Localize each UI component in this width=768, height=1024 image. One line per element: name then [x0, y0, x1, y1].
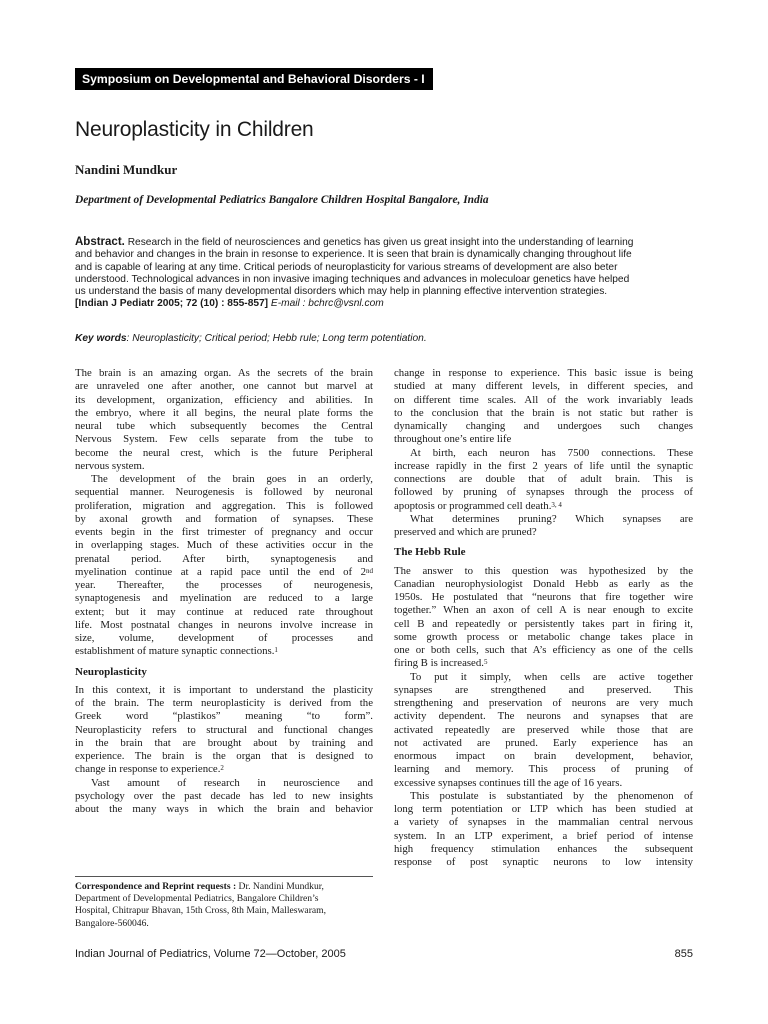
- text-line: sequential manner. Neurogenesis is followed by neuronal: [75, 486, 373, 499]
- text-line: [75, 645, 373, 658]
- citation-superscript: 1: [274, 646, 278, 655]
- correspondence-text: Bangalore-560046.: [75, 917, 149, 929]
- text-line: not activated are pruned. Early experience has an: [394, 736, 693, 749]
- keywords-text: : Neuroplasticity; Critical period; Hebb rule; Long term potentiation.: [126, 333, 427, 344]
- text-line: by axonal growth and formation of synapses. These: [75, 512, 373, 525]
- text-line: life. Most postnatal changes in neurons involve increase in: [75, 618, 373, 631]
- text-line: cell B and repeatedly or persistently takes part in firing it,: [394, 617, 693, 630]
- text-line: [75, 763, 373, 776]
- text-segment: establishment of mature synaptic connections.: [75, 645, 275, 658]
- email-link[interactable]: bchrc@vsnl.com: [308, 298, 384, 310]
- text-line: What determines pruning? Which synapses are: [410, 512, 693, 525]
- correspondence-text: Hospital, Chitrapur Bhavan, 15th Cross, 8th Main, Malleswaram,: [75, 905, 327, 917]
- text-line: Nervous System. Few cells separate from the tube to: [75, 433, 373, 446]
- text-line: extent; but it may continue at reduced rate throughout: [75, 605, 373, 618]
- text-line: The brain is an amazing organ. As the secrets of the brain: [75, 367, 373, 379]
- text-line: neural tube which subsequently becomes the Central: [75, 420, 373, 432]
- text-line: studied at many different levels, in different species, and: [394, 380, 693, 393]
- correspondence-label: Correspondence and Reprint requests :: [75, 881, 237, 892]
- correspondence-text: Department of Developmental Pediatrics, Bangalore Children’s: [75, 893, 319, 905]
- citation-superscript: 3, 4: [551, 500, 562, 509]
- abstract-citation-line: [75, 298, 695, 310]
- text-line: size, volume, development of processes and: [75, 632, 373, 644]
- author-affiliation: Department of Developmental Pediatrics Bangalore Children Hospital Bangalore, India: [75, 194, 489, 206]
- text-line: 1950s. He postulated that “neurons that fire together wire: [394, 591, 693, 603]
- text-line: psychology over the past decade has led to new insights: [75, 789, 373, 802]
- correspondence-text: Dr. Nandini Mundkur,: [236, 881, 324, 892]
- right-column: [394, 367, 693, 869]
- text-line: preserved and which are pruned?: [394, 526, 537, 538]
- text-line: [394, 657, 693, 670]
- text-line: nervous system.: [75, 459, 145, 472]
- text-line: one or both cells, such that A’s efficiency as one of the cells: [394, 644, 693, 656]
- text-line: year. Thereafter, the processes of neurogenesis,: [75, 579, 373, 591]
- symposium-banner: Symposium on Developmental and Behavioral Disorders - I: [75, 68, 433, 90]
- text-line: synaptogenesis and myelination are reduced to a large: [75, 592, 373, 605]
- text-line: about the many ways in which the brain and behavior: [75, 803, 373, 815]
- text-line: learning and memory. This process of pruning of: [394, 763, 693, 776]
- text-segment: firing B is increased.: [394, 657, 484, 670]
- text-line: Vast amount of research in neuroscience and: [91, 776, 373, 789]
- text-line: The answer to this question was hypothesized by the: [394, 564, 693, 577]
- text-line: activated repeatedly are preserved while those that are: [394, 723, 693, 736]
- text-line: connections are double that of adult brain. This is: [394, 473, 693, 485]
- text-line: [75, 566, 373, 579]
- text-line: synapses are strengthened and preserved. This: [394, 683, 693, 696]
- text-line: high frequency stimulation enhances the subsequent: [394, 842, 693, 855]
- text-line: experience. The brain is the organ that is designed to: [75, 750, 373, 762]
- page-number: 855: [674, 948, 693, 960]
- author-name: Nandini Mundkur: [75, 162, 178, 177]
- text-line: together.” When an axon of cell A is near enough to excite: [394, 604, 693, 617]
- abstract-line: us understand the basis of many developmental disorders which may help in planning effective intervention strategies.: [75, 286, 608, 298]
- text-line: in the brain that are brought about by training and: [75, 736, 373, 749]
- text-line: some growth process or metabolic change takes place in: [394, 630, 693, 643]
- abstract-line: [75, 236, 695, 249]
- text-line: on different time scales. All of the work invariably leads: [394, 393, 693, 406]
- abstract-text: Research in the field of neurosciences and genetics has given us great insight into the understanding of learning: [124, 237, 634, 248]
- text-line: become the neural crest, which is the future Peripheral: [75, 446, 373, 459]
- text-line: enormous impact on brain development, behavior,: [394, 750, 693, 762]
- text-line: system. In an LTP experiment, a brief period of intense: [394, 829, 693, 842]
- text-line: change in response to experience. This basic issue is being: [394, 367, 693, 379]
- abstract-line: and behavior and changes in the brain in resonse to experience. It is seen that brain is dynamically changing throughout life: [75, 249, 632, 261]
- text-line: in overlapping stages. Much of these activities occur in the: [75, 539, 373, 552]
- superscript: nd: [366, 566, 373, 575]
- text-line: [394, 500, 693, 513]
- article-title: Neuroplasticity in Children: [75, 118, 314, 141]
- text-line: response of post synaptic neurons to low intensity: [394, 856, 693, 868]
- text-line: strengthening and preservation of neurons are very much: [394, 697, 693, 709]
- abstract-label: Abstract.: [75, 236, 125, 248]
- footnote-divider: [75, 876, 373, 877]
- text-line: throughout one’s entire life: [394, 433, 512, 446]
- correspondence-note: [75, 881, 373, 930]
- text-line: are unraveled one after another, one cannot but marvel at: [75, 380, 373, 393]
- text-line: activity dependent. The neurons and synapses that are: [394, 710, 693, 723]
- text-line: long term potentiation or LTP which has been studied at: [394, 803, 693, 815]
- abstract-line: understood. Technological advances in non invasive imaging techniques and advances in moleculoar genetics have helped: [75, 273, 630, 285]
- section-heading-hebb-rule: The Hebb Rule: [394, 546, 466, 559]
- journal-footer: Indian Journal of Pediatrics, Volume 72—October, 2005: [75, 948, 346, 960]
- email-label: E-mail :: [268, 298, 309, 310]
- abstract: [75, 236, 695, 311]
- text-line: of the brain. The term neuroplasticity is derived from the: [75, 697, 373, 709]
- text-line: proliferation, migration and aggregation. This is followed: [75, 499, 373, 512]
- text-line: a variety of synapses in the mammalian central nervous: [394, 816, 693, 829]
- text-line: Neuroplasticity refers to structural and functional changes: [75, 723, 373, 736]
- text-line: followed by pruning of synapses through the process of: [394, 486, 693, 499]
- text-line: In this context, it is important to understand the plasticity: [75, 683, 373, 696]
- keywords: [75, 333, 695, 344]
- text-segment: apoptosis or programmed cell death.: [394, 499, 552, 512]
- abstract-line: and is capable of learing at any time. Critical periods of neuroplasticity for various streams of development are also beter: [75, 261, 618, 273]
- text-line: Greek word “plastikos” meaning “to form”.: [75, 710, 373, 723]
- text-line: excessive synapses continues till the age of 16 years.: [394, 776, 623, 789]
- citation: [Indian J Pediatr 2005; 72 (10) : 855-857]: [75, 298, 269, 310]
- text-segment: change in response to experience.: [75, 763, 221, 776]
- text-line: dynamically changing and undergoes such changes: [394, 420, 693, 432]
- citation-superscript: 2: [220, 764, 224, 773]
- left-column: [75, 367, 373, 816]
- text-line: prenatal period. After birth, synaptogenesis and: [75, 552, 373, 565]
- citation-superscript: 5: [483, 658, 488, 667]
- keywords-label: Key words: [75, 333, 127, 344]
- text-line: events begin in the first trimester of pregnancy and occur: [75, 526, 373, 538]
- text-line: the embryo, where it all begins, the neural plate forms the: [75, 406, 373, 419]
- text-line: The development of the brain goes in an orderly,: [91, 473, 373, 485]
- text-line: increase rapidly in the first 2 years of life until the synaptic: [394, 459, 693, 472]
- text-line: Canadian neurophysiologist Donald Hebb as early as the: [394, 577, 693, 590]
- text-line: to the conclusion that the brain is not static but rather is: [394, 406, 693, 419]
- text-line: At birth, each neuron has 7500 connections. These: [410, 446, 693, 459]
- text-line: its development, organization, efficiency and abilities. In: [75, 393, 373, 406]
- section-heading-neuroplasticity: Neuroplasticity: [75, 665, 147, 678]
- text-line: This postulate is substantiated by the phenomenon of: [410, 789, 693, 802]
- text-line: To put it simply, when cells are active together: [410, 670, 693, 683]
- text-segment: myelination continue at a rapid pace until the end of 2: [75, 565, 366, 578]
